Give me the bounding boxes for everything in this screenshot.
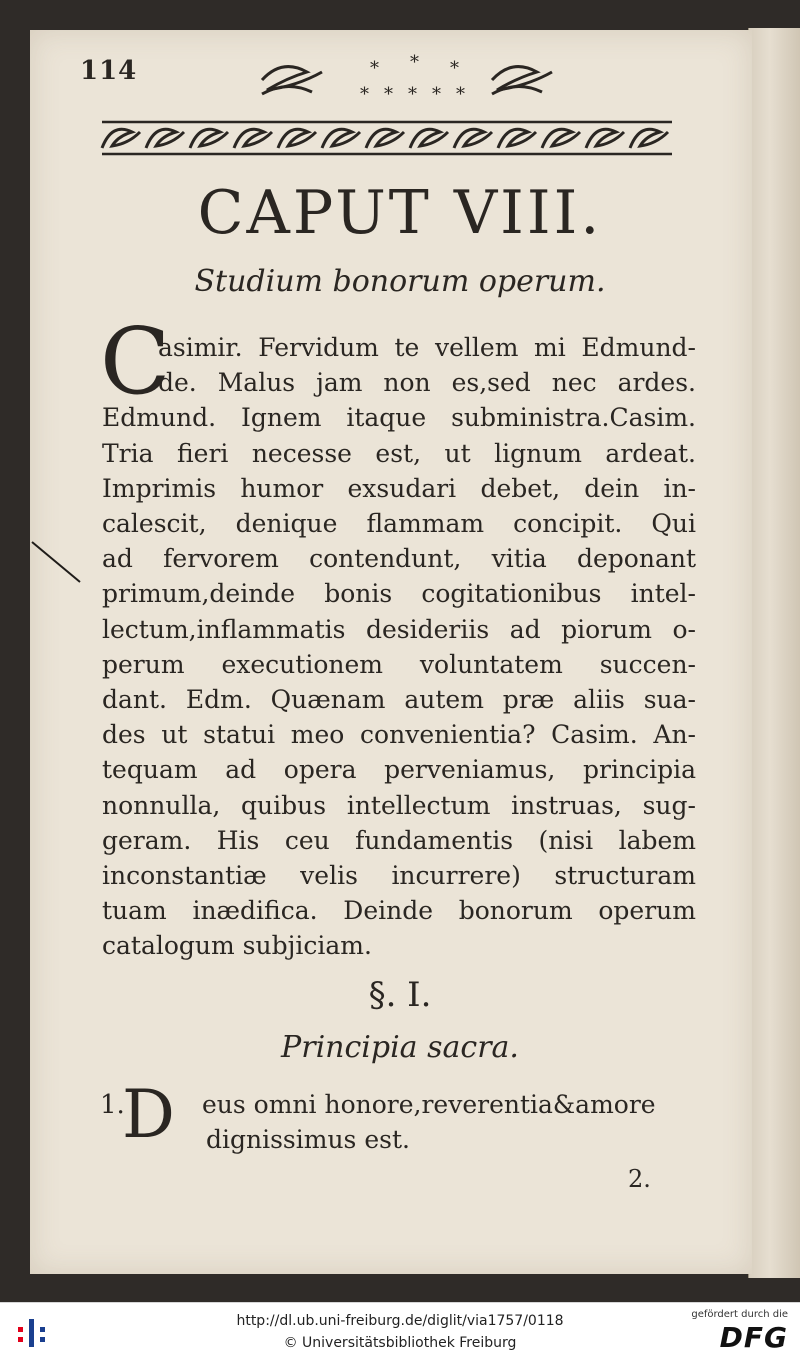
body-line: geram. His ceu fundamentis (nisi labem bbox=[102, 825, 696, 855]
body-text bbox=[102, 330, 696, 964]
chapter-title: CAPUT VIII. bbox=[197, 178, 603, 248]
body-line: inconstantiæ velis incurrere) structuram bbox=[102, 861, 696, 891]
item-text-line: dignissimus est. bbox=[206, 1125, 410, 1154]
item-text-line: eus omni honore,reverentia&amore bbox=[202, 1090, 656, 1119]
body-line: ad fervorem contendunt, vitia deponant bbox=[102, 544, 696, 574]
chapter-subtitle: Studium bonorum operum. bbox=[194, 264, 606, 299]
svg-text:*: * bbox=[384, 84, 393, 105]
funding-label: gefördert durch die bbox=[691, 1309, 788, 1320]
ornament-swirl bbox=[410, 129, 448, 148]
body-line: tequam ad opera perveniamus, principia bbox=[102, 755, 696, 785]
body-line: catalogum subjiciam. bbox=[102, 931, 372, 961]
body-line: dant. Edm. Quænam autem præ aliis sua- bbox=[102, 685, 696, 715]
svg-text:*: * bbox=[370, 58, 379, 79]
permalink-url[interactable]: http://dl.ub.uni-freiburg.de/diglit/via1757/0118 bbox=[236, 1313, 564, 1329]
ornament-swirl bbox=[366, 129, 404, 148]
body-line: perum executionem voluntatem succen- bbox=[102, 649, 696, 679]
body-line: asimir. Fervidum te vellem mi Edmund- bbox=[158, 333, 696, 362]
svg-text:*: * bbox=[408, 84, 417, 105]
body-line: nonnulla, quibus intellectum instruas, sug- bbox=[102, 790, 696, 820]
ornament-swirl bbox=[234, 129, 272, 148]
viewer-footer bbox=[0, 1302, 800, 1361]
svg-text:*: * bbox=[456, 84, 465, 105]
svg-text:*: * bbox=[450, 58, 459, 79]
body-line: de. Malus jam non es,sed nec ardes. bbox=[158, 368, 696, 398]
body-line: primum,deinde bonis cogitationibus intel- bbox=[102, 579, 696, 609]
svg-text:*: * bbox=[432, 84, 441, 105]
svg-text:*: * bbox=[360, 84, 369, 105]
body-line: Imprimis humor exsudari debet, dein in- bbox=[102, 473, 696, 503]
ornament-swirl bbox=[190, 129, 228, 148]
dfg-logo-icon: DFG bbox=[719, 1321, 788, 1354]
body-line: des ut statui meo convenientia? Casim. An- bbox=[102, 720, 696, 750]
ornament-swirl bbox=[102, 129, 140, 148]
body-line: tuam inædifica. Deinde bonorum operum bbox=[102, 896, 696, 926]
body-line: calescit, denique flammam concipit. Qui bbox=[102, 509, 696, 539]
copyright-notice: © Universitätsbibliothek Freiburg bbox=[283, 1335, 517, 1351]
ornament-band bbox=[72, 108, 702, 166]
body-line: lectum,inflammatis desideriis ad piorum o- bbox=[102, 614, 696, 644]
svg-text:*: * bbox=[410, 52, 419, 73]
ornament-swirl bbox=[454, 129, 492, 148]
body-line: Tria fieri necesse est, ut lignum ardeat. bbox=[102, 438, 696, 468]
ornament-header bbox=[252, 50, 562, 112]
body-line: Edmund. Ignem itaque subministra.Casim. bbox=[102, 403, 696, 433]
ornament-swirl bbox=[542, 129, 580, 148]
ornament-swirl bbox=[498, 129, 536, 148]
drop-cap-c: C bbox=[100, 308, 171, 415]
ornament-swirl bbox=[322, 129, 360, 148]
section-title: Principia sacra. bbox=[281, 1030, 519, 1065]
ornament-swirl bbox=[146, 129, 184, 148]
page-number: 114 bbox=[80, 56, 138, 86]
ornament-swirl bbox=[586, 129, 624, 148]
drop-cap-d: D bbox=[122, 1076, 175, 1153]
margin-pencil-mark bbox=[30, 540, 82, 584]
section-mark: §. I. bbox=[368, 975, 432, 1015]
item-number: 1. bbox=[100, 1090, 125, 1120]
ornament-swirl bbox=[630, 129, 668, 148]
ornament-swirl bbox=[278, 129, 316, 148]
catchword: 2. bbox=[628, 1165, 651, 1193]
